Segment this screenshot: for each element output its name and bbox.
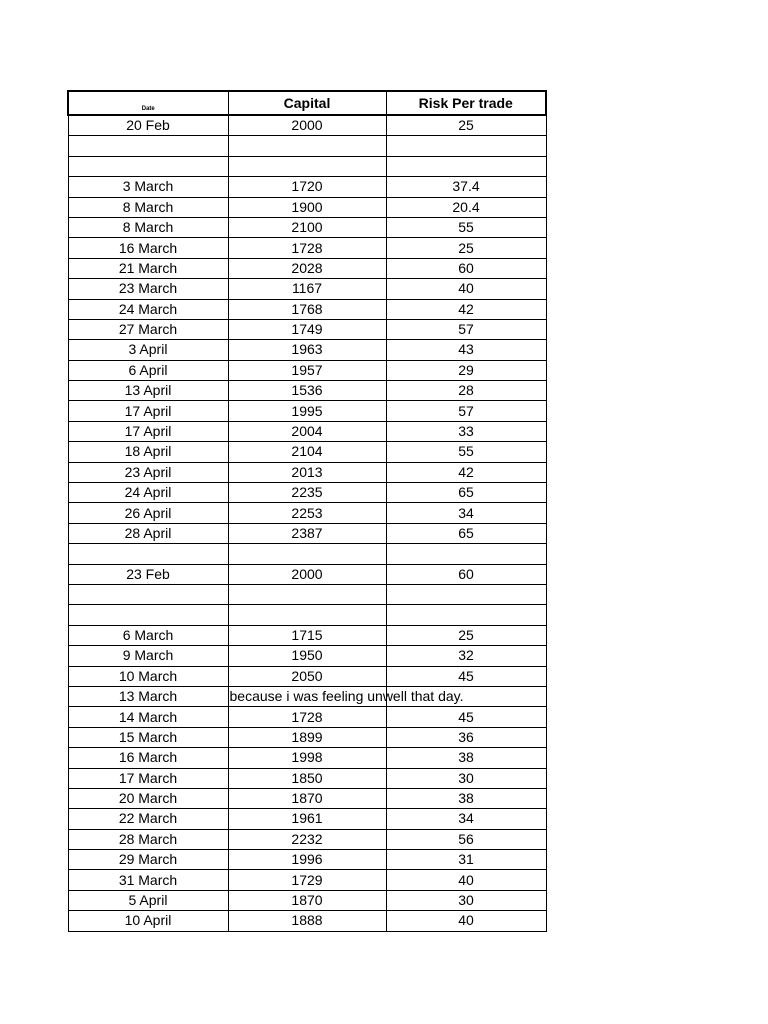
table-row: [68, 544, 546, 564]
date-cell[interactable]: 17 April: [68, 421, 228, 441]
date-cell[interactable]: 3 March: [68, 177, 228, 197]
date-cell[interactable]: 28 March: [68, 829, 228, 849]
capital-cell[interactable]: 1536: [228, 381, 386, 401]
capital-cell[interactable]: 1768: [228, 299, 386, 319]
capital-cell[interactable]: 2232: [228, 829, 386, 849]
table-row: [68, 503, 546, 523]
table-row: [68, 584, 546, 604]
date-cell[interactable]: 21 March: [68, 258, 228, 278]
risk-cell[interactable]: 25: [386, 238, 546, 258]
capital-cell[interactable]: [228, 156, 386, 176]
capital-column-header[interactable]: Capital: [228, 91, 386, 115]
table-row: [68, 646, 546, 666]
capital-cell[interactable]: 2104: [228, 442, 386, 462]
date-cell[interactable]: [68, 156, 228, 176]
table-row: [68, 911, 546, 931]
date-cell[interactable]: 23 April: [68, 462, 228, 482]
date-cell[interactable]: 8 March: [68, 197, 228, 217]
date-cell[interactable]: [68, 605, 228, 625]
risk-cell[interactable]: 60: [386, 564, 546, 584]
capital-cell[interactable]: 2253: [228, 503, 386, 523]
table-row: [68, 217, 546, 237]
capital-cell[interactable]: 1899: [228, 727, 386, 747]
capital-cell[interactable]: 1749: [228, 319, 386, 339]
table-body: [68, 115, 546, 931]
table-row: [68, 197, 546, 217]
table-row: [68, 605, 546, 625]
table-row: [68, 523, 546, 543]
table-row: [68, 360, 546, 380]
risk-cell[interactable]: 57: [386, 319, 546, 339]
capital-cell[interactable]: 2050: [228, 666, 386, 686]
date-cell[interactable]: 28 April: [68, 523, 228, 543]
risk-cell[interactable]: [386, 584, 546, 604]
risk-cell[interactable]: 32: [386, 646, 546, 666]
risk-column-header[interactable]: Risk Per trade: [386, 91, 546, 115]
risk-cell[interactable]: 42: [386, 462, 546, 482]
date-cell[interactable]: 16 March: [68, 748, 228, 768]
table-row: [68, 115, 546, 136]
risk-cell[interactable]: 45: [386, 666, 546, 686]
date-cell[interactable]: 10 March: [68, 666, 228, 686]
table-row: [68, 625, 546, 645]
capital-cell[interactable]: 2004: [228, 421, 386, 441]
capital-cell[interactable]: 2028: [228, 258, 386, 278]
table-row: [68, 870, 546, 890]
capital-cell[interactable]: [228, 584, 386, 604]
capital-cell[interactable]: 1870: [228, 890, 386, 910]
table-row: [68, 850, 546, 870]
capital-cell[interactable]: 2000: [228, 115, 386, 136]
date-cell[interactable]: 13 April: [68, 381, 228, 401]
risk-cell[interactable]: 31: [386, 850, 546, 870]
table-row: [68, 258, 546, 278]
table-row: [68, 483, 546, 503]
table-row: [68, 666, 546, 686]
risk-cell[interactable]: 25: [386, 625, 546, 645]
capital-cell[interactable]: [228, 136, 386, 156]
table-row: [68, 442, 546, 462]
date-cell[interactable]: 31 March: [68, 870, 228, 890]
capital-cell[interactable]: 1995: [228, 401, 386, 421]
risk-cell[interactable]: 40: [386, 279, 546, 299]
capital-cell[interactable]: 1729: [228, 870, 386, 890]
date-cell[interactable]: 5 April: [68, 890, 228, 910]
risk-cell[interactable]: 57: [386, 401, 546, 421]
risk-cell[interactable]: 42: [386, 299, 546, 319]
table-row: [68, 768, 546, 788]
note-cell[interactable]: [228, 686, 464, 706]
date-cell[interactable]: 23 Feb: [68, 564, 228, 584]
risk-cell[interactable]: [386, 605, 546, 625]
risk-cell[interactable]: 40: [386, 870, 546, 890]
capital-cell[interactable]: 1870: [228, 788, 386, 808]
date-cell[interactable]: 22 March: [68, 809, 228, 829]
risk-cell[interactable]: 55: [386, 442, 546, 462]
risk-cell[interactable]: 34: [386, 503, 546, 523]
capital-cell[interactable]: 2000: [228, 564, 386, 584]
date-cell[interactable]: 26 April: [68, 503, 228, 523]
date-cell[interactable]: 16 March: [68, 238, 228, 258]
date-cell[interactable]: 8 March: [68, 217, 228, 237]
date-cell[interactable]: 10 April: [68, 911, 228, 931]
table-row: [68, 564, 546, 584]
date-cell[interactable]: 18 April: [68, 442, 228, 462]
risk-cell[interactable]: 37.4: [386, 177, 546, 197]
table-row: [68, 809, 546, 829]
risk-cell[interactable]: 29: [386, 360, 546, 380]
capital-cell[interactable]: 1950: [228, 646, 386, 666]
table-row: [68, 788, 546, 808]
date-cell[interactable]: [68, 584, 228, 604]
date-cell[interactable]: 6 April: [68, 360, 228, 380]
date-cell[interactable]: [68, 136, 228, 156]
date-cell[interactable]: [68, 544, 228, 564]
capital-cell[interactable]: 2013: [228, 462, 386, 482]
risk-cell[interactable]: 38: [386, 788, 546, 808]
capital-cell[interactable]: 1720: [228, 177, 386, 197]
capital-cell[interactable]: [228, 544, 386, 564]
trade-log-table: [67, 90, 547, 932]
risk-cell[interactable]: 28: [386, 381, 546, 401]
date-cell[interactable]: 15 March: [68, 727, 228, 747]
capital-cell[interactable]: 1728: [228, 707, 386, 727]
table-row: [68, 686, 546, 706]
table-row: [68, 156, 546, 176]
table-row: [68, 319, 546, 339]
risk-cell[interactable]: 30: [386, 890, 546, 910]
table-row: [68, 462, 546, 482]
date-cell[interactable]: 20 March: [68, 788, 228, 808]
risk-cell[interactable]: 20.4: [386, 197, 546, 217]
risk-cell[interactable]: 40: [386, 911, 546, 931]
capital-cell[interactable]: 1961: [228, 809, 386, 829]
date-cell[interactable]: 23 March: [68, 279, 228, 299]
risk-cell[interactable]: 30: [386, 768, 546, 788]
capital-cell[interactable]: 1963: [228, 340, 386, 360]
date-cell[interactable]: 13 March: [68, 686, 228, 706]
risk-cell[interactable]: 25: [386, 115, 546, 136]
date-cell[interactable]: 6 March: [68, 625, 228, 645]
capital-cell[interactable]: 1998: [228, 748, 386, 768]
table-row: [68, 340, 546, 360]
table-row: [68, 421, 546, 441]
capital-cell[interactable]: 1900: [228, 197, 386, 217]
table-row: [68, 381, 546, 401]
risk-cell[interactable]: 55: [386, 217, 546, 237]
risk-cell[interactable]: 38: [386, 748, 546, 768]
date-cell[interactable]: 24 March: [68, 299, 228, 319]
date-cell[interactable]: 14 March: [68, 707, 228, 727]
risk-cell[interactable]: 43: [386, 340, 546, 360]
note-text: because i was feeling unwell that day.: [229, 687, 464, 704]
capital-cell[interactable]: 2387: [228, 523, 386, 543]
date-cell[interactable]: 24 April: [68, 483, 228, 503]
date-cell[interactable]: 17 April: [68, 401, 228, 421]
risk-cell[interactable]: [386, 156, 546, 176]
table-row: [68, 401, 546, 421]
risk-cell[interactable]: [386, 136, 546, 156]
capital-cell[interactable]: [228, 605, 386, 625]
risk-cell[interactable]: 34: [386, 809, 546, 829]
table-row: [68, 707, 546, 727]
risk-cell[interactable]: 60: [386, 258, 546, 278]
table-row: [68, 890, 546, 910]
capital-cell[interactable]: 2235: [228, 483, 386, 503]
table-row: [68, 136, 546, 156]
capital-cell[interactable]: 1888: [228, 911, 386, 931]
table-row: [68, 177, 546, 197]
date-cell[interactable]: 3 April: [68, 340, 228, 360]
risk-cell[interactable]: 36: [386, 727, 546, 747]
header-row: [68, 91, 546, 115]
table-row: [68, 748, 546, 768]
capital-cell[interactable]: 2100: [228, 217, 386, 237]
capital-cell[interactable]: 1957: [228, 360, 386, 380]
date-cell[interactable]: 17 March: [68, 768, 228, 788]
risk-cell[interactable]: 65: [386, 523, 546, 543]
table-row: [68, 829, 546, 849]
risk-cell[interactable]: 65: [386, 483, 546, 503]
date-cell[interactable]: 27 March: [68, 319, 228, 339]
table-row: [68, 299, 546, 319]
table-row: [68, 238, 546, 258]
risk-cell[interactable]: 45: [386, 707, 546, 727]
capital-cell[interactable]: 1850: [228, 768, 386, 788]
capital-cell[interactable]: 1715: [228, 625, 386, 645]
date-column-header[interactable]: Date: [68, 91, 228, 115]
capital-cell[interactable]: 1728: [228, 238, 386, 258]
capital-cell[interactable]: 1167: [228, 279, 386, 299]
table-row: [68, 727, 546, 747]
capital-cell[interactable]: 1996: [228, 850, 386, 870]
table-row: [68, 279, 546, 299]
date-cell[interactable]: 20 Feb: [68, 115, 228, 136]
risk-cell[interactable]: 56: [386, 829, 546, 849]
risk-cell[interactable]: 33: [386, 421, 546, 441]
date-cell[interactable]: 9 March: [68, 646, 228, 666]
date-cell[interactable]: 29 March: [68, 850, 228, 870]
risk-cell[interactable]: [386, 544, 546, 564]
